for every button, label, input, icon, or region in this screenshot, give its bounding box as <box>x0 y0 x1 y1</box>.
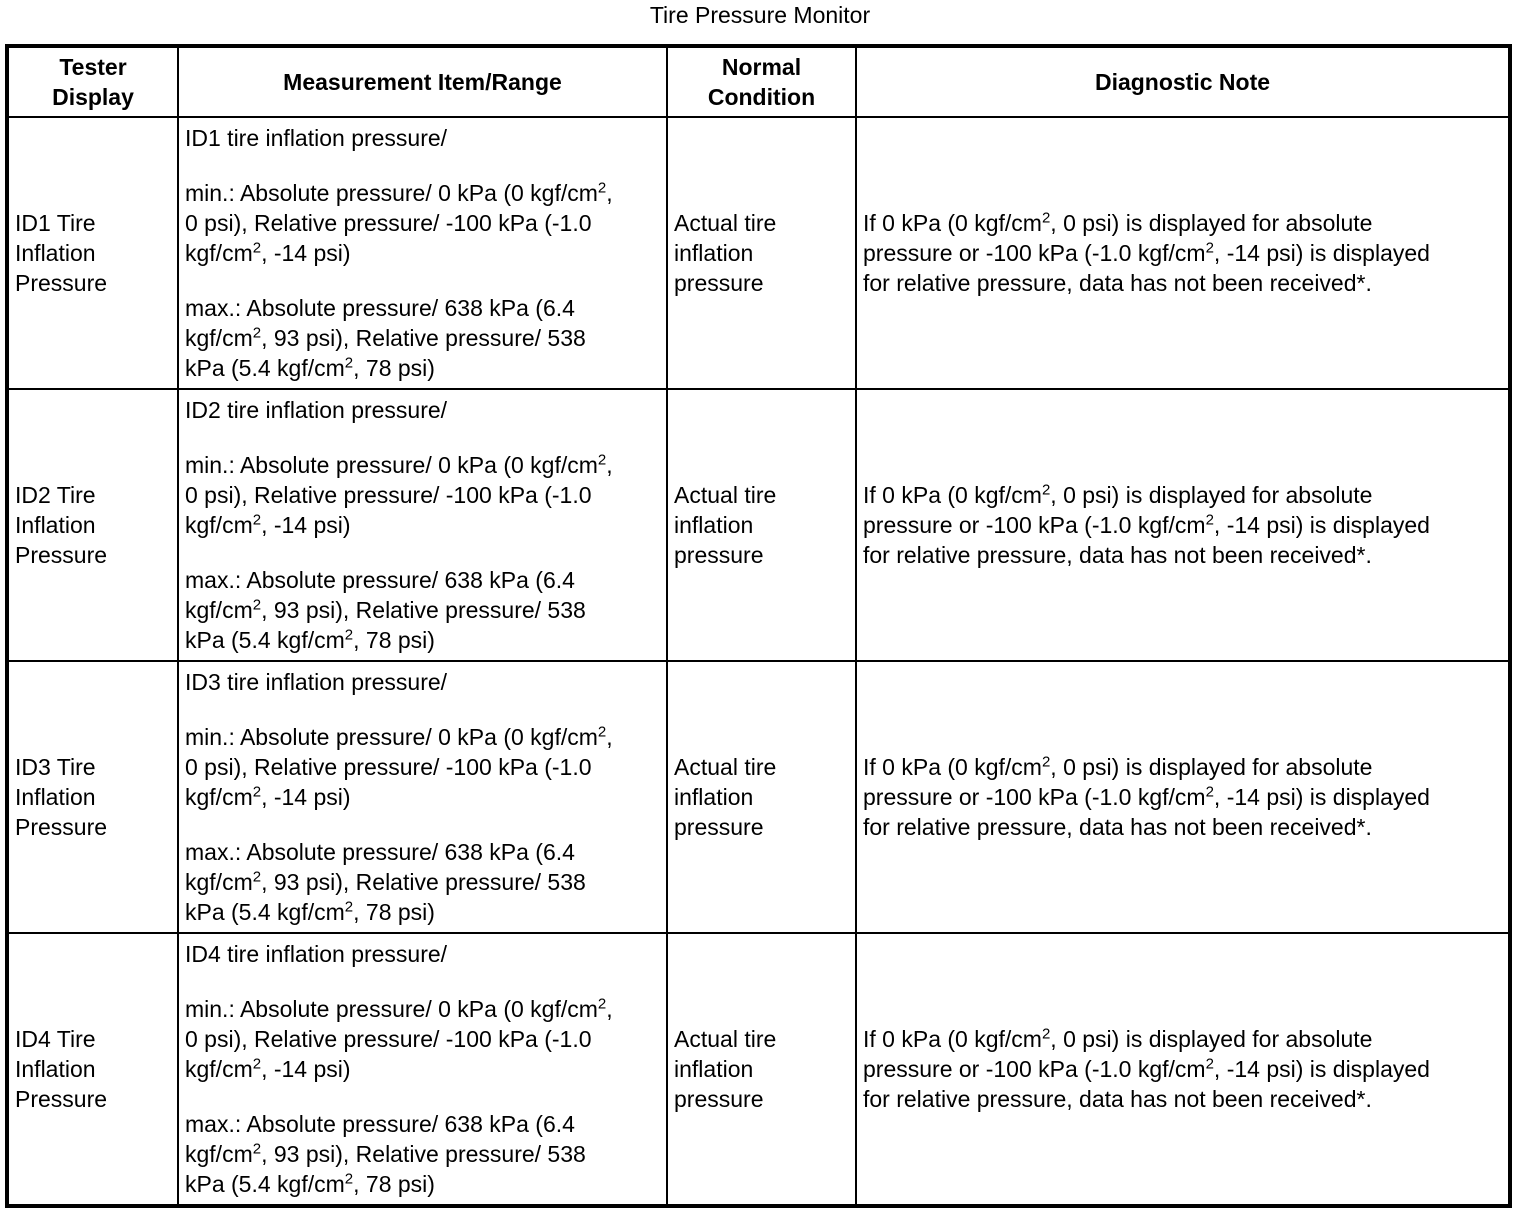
diagnostic-note-cell: If 0 kPa (0 kgf/$cm^2$, 0 psi) is displayed for absolute pressure or -100 kPa (-1.0 kgf/$cm^2$, -14 psi) is displayed for relative pressure, data has not been received*. <box>856 117 1510 389</box>
tester-display-cell: ID2 Tire Inflation Pressure <box>7 389 178 661</box>
normal-condition-cell: Actual tire inflation pressure <box>667 661 856 933</box>
min-range: min.: Absolute pressure/ 0 kPa (0 kgf/$cm^2$, 0 psi), Relative pressure/ -100 kPa (-1.0 kgf/$cm^2$, -14 psi) <box>185 179 613 266</box>
page-title: Tire Pressure Monitor <box>649 2 871 28</box>
measurement-range-cell <box>178 117 667 389</box>
diagnostic-note-cell: If 0 kPa (0 kgf/$cm^2$, 0 psi) is displayed for absolute pressure or -100 kPa (-1.0 kgf/$cm^2$, -14 psi) is displayed for relative pressure, data has not been received*. <box>856 661 1510 933</box>
max-range: max.: Absolute pressure/ 638 kPa (6.4 kgf/$cm^2$, 93 psi), Relative pressure/ 538 kPa (5.4 kgf/$cm^2$, 78 psi) <box>185 1110 586 1197</box>
table-row <box>7 661 1510 933</box>
item-label: ID1 tire inflation pressure/ <box>185 124 448 151</box>
normal-condition-cell: Actual tire inflation pressure <box>667 389 856 661</box>
header-tester-display: Tester Display <box>7 46 178 117</box>
measurement-range-cell <box>178 389 667 661</box>
header-diagnostic-note: Diagnostic Note <box>856 46 1510 117</box>
item-label: ID2 tire inflation pressure/ <box>185 396 448 423</box>
normal-condition-cell: Actual tire inflation pressure <box>667 933 856 1206</box>
diagnostic-note-cell: If 0 kPa (0 kgf/$cm^2$, 0 psi) is displayed for absolute pressure or -100 kPa (-1.0 kgf/$cm^2$, -14 psi) is displayed for relative pressure, data has not been received*. <box>856 933 1510 1206</box>
max-range: max.: Absolute pressure/ 638 kPa (6.4 kgf/$cm^2$, 93 psi), Relative pressure/ 538 kPa (5.4 kgf/$cm^2$, 78 psi) <box>185 838 586 925</box>
item-label: ID4 tire inflation pressure/ <box>185 940 448 967</box>
data-monitor-table <box>5 44 1512 1208</box>
min-range: min.: Absolute pressure/ 0 kPa (0 kgf/$cm^2$, 0 psi), Relative pressure/ -100 kPa (-1.0 kgf/$cm^2$, -14 psi) <box>185 451 613 538</box>
tester-display-cell: ID3 Tire Inflation Pressure <box>7 661 178 933</box>
tester-display-cell: ID1 Tire Inflation Pressure <box>7 117 178 389</box>
item-label: ID3 tire inflation pressure/ <box>185 668 448 695</box>
table-row <box>7 933 1510 1206</box>
max-range: max.: Absolute pressure/ 638 kPa (6.4 kgf/$cm^2$, 93 psi), Relative pressure/ 538 kPa (5.4 kgf/$cm^2$, 78 psi) <box>185 294 586 381</box>
measurement-range-cell <box>178 933 667 1206</box>
diagnostic-note-cell: If 0 kPa (0 kgf/$cm^2$, 0 psi) is displayed for absolute pressure or -100 kPa (-1.0 kgf/$cm^2$, -14 psi) is displayed for relative pressure, data has not been received*. <box>856 389 1510 661</box>
max-range: max.: Absolute pressure/ 638 kPa (6.4 kgf/$cm^2$, 93 psi), Relative pressure/ 538 kPa (5.4 kgf/$cm^2$, 78 psi) <box>185 566 586 653</box>
min-range: min.: Absolute pressure/ 0 kPa (0 kgf/$cm^2$, 0 psi), Relative pressure/ -100 kPa (-1.0 kgf/$cm^2$, -14 psi) <box>185 995 613 1082</box>
table-row <box>7 117 1510 389</box>
measurement-range-cell <box>178 661 667 933</box>
header-measurement-item: Measurement Item/Range <box>178 46 667 117</box>
tester-display-cell: ID4 Tire Inflation Pressure <box>7 933 178 1206</box>
table-header-row <box>7 46 1510 117</box>
table-row <box>7 389 1510 661</box>
header-normal-condition: Normal Condition <box>667 46 856 117</box>
min-range: min.: Absolute pressure/ 0 kPa (0 kgf/$cm^2$, 0 psi), Relative pressure/ -100 kPa (-1.0 kgf/$cm^2$, -14 psi) <box>185 723 613 810</box>
normal-condition-cell: Actual tire inflation pressure <box>667 117 856 389</box>
